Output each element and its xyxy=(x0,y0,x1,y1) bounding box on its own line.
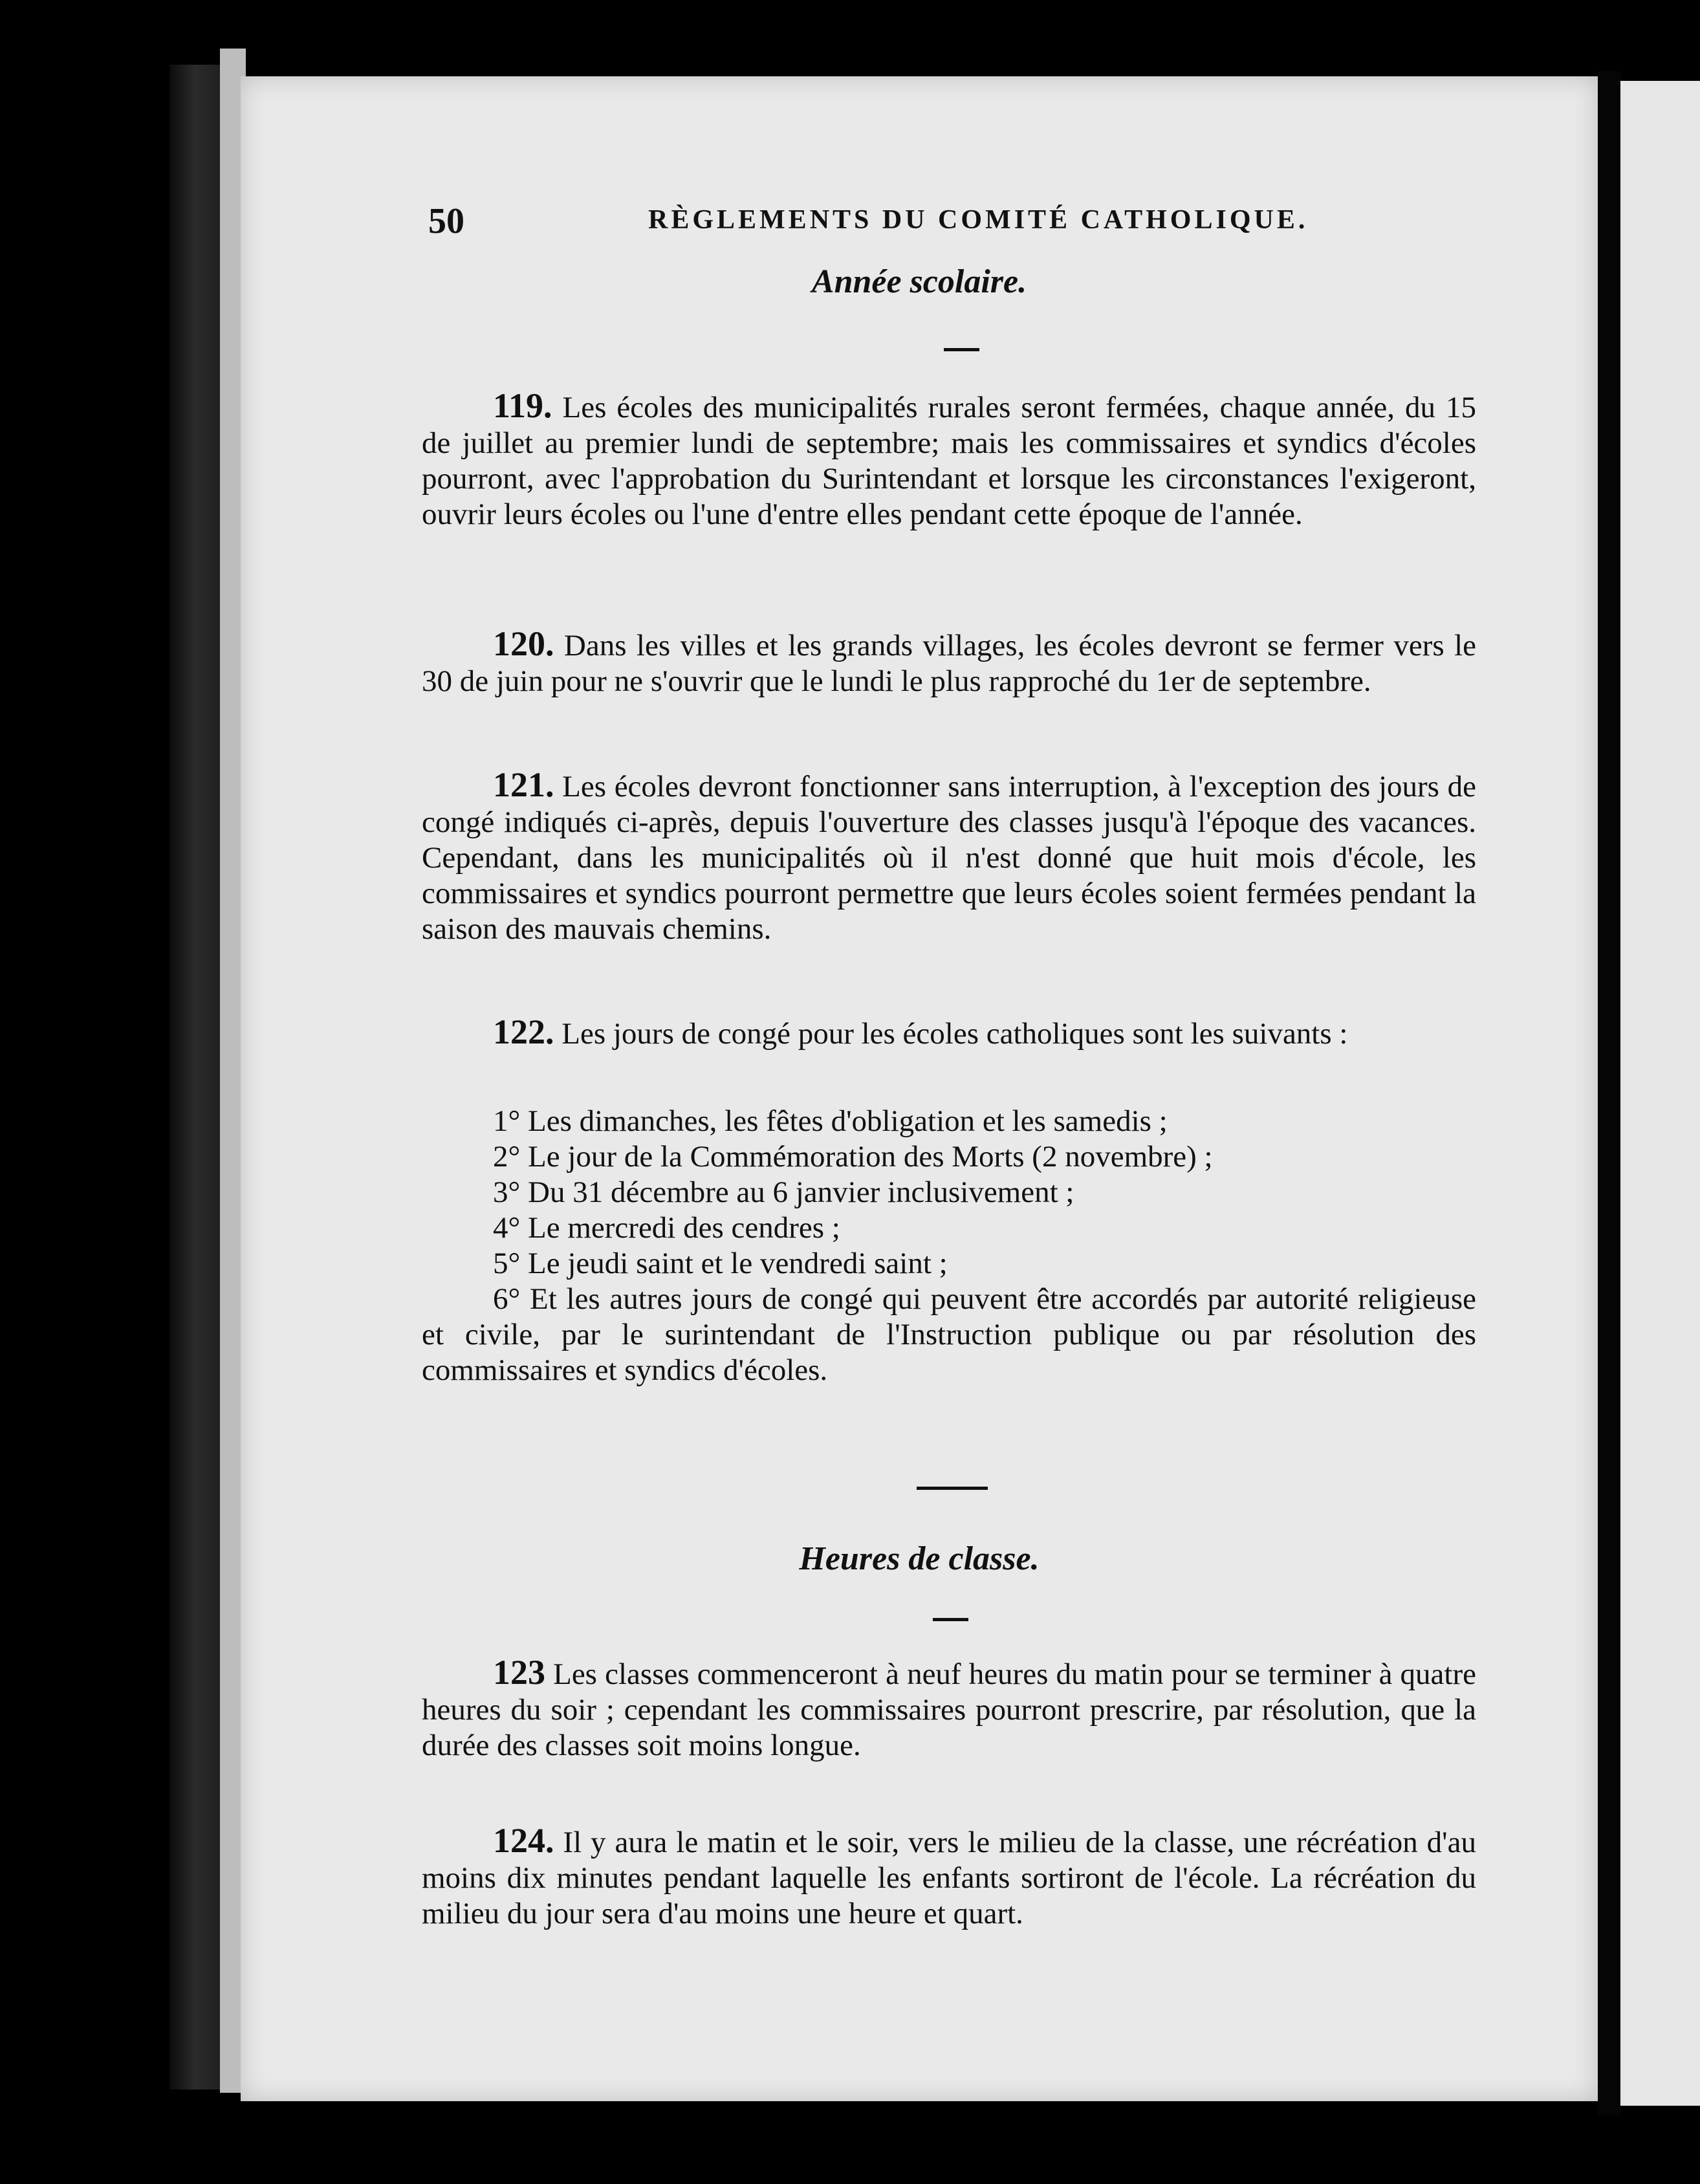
article-124 xyxy=(422,1823,1476,1932)
article-text: Les écoles devront fonctionner sans interruption, à l'exception des jours de congé indiqués ci-après, depuis l'ouverture des classes jusqu'à l'époque des vacances. Cependant, dans les municipalités où il n'est donné que huit mois d'école, les commissaires et syndics pourront permettre que leurs écoles soient fermées pendant la saison des mauvais chemins. xyxy=(422,770,1476,946)
article-123 xyxy=(422,1655,1476,1764)
list-item: 4° Le mercredi des cendres ; xyxy=(493,1211,840,1245)
article-number: 124. xyxy=(493,1821,554,1860)
article-number: 119. xyxy=(493,386,552,425)
section-title-annee-scolaire: Année scolaire. xyxy=(811,263,1027,300)
running-head: RÈGLEMENTS DU COMITÉ CATHOLIQUE. xyxy=(648,205,1309,235)
section-rule xyxy=(917,1487,988,1490)
list-item: 3° Du 31 décembre au 6 janvier inclusivement ; xyxy=(493,1175,1074,1209)
article-number: 120. xyxy=(493,624,554,663)
section-title-heures-de-classe: Heures de classe. xyxy=(799,1540,1040,1577)
page-number: 50 xyxy=(428,201,464,241)
book-page xyxy=(241,76,1598,2101)
article-119 xyxy=(422,388,1476,532)
article-text: Les jours de congé pour les écoles catholiques sont les suivants : xyxy=(554,1017,1348,1051)
article-text: Les écoles des municipalités rurales seront fermées, chaque année, du 15 de juillet au premier lundi de septembre; mais les commissaires et syndics d'écoles pourront, avec l'approbation du Surintendant et lorsque les circonstances l'exigeront, ouvrir leurs écoles ou l'une d'entre elles pendant cette époque de l'année. xyxy=(422,391,1476,531)
holiday-list xyxy=(422,1104,1476,1388)
section-rule xyxy=(933,1618,968,1621)
article-text: Dans les villes et les grands villages, les écoles devront se fermer vers le 30 de juin pour ne s'ouvrir que le lundi le plus rapproché du 1er de septembre. xyxy=(422,629,1476,698)
list-item: 6° Et les autres jours de congé qui peuvent être accordés par autorité religieuse et civile, par le surintendant de l'Instruction publique ou par résolution des commissaires et syndics d'écoles. xyxy=(422,1282,1476,1387)
article-122 xyxy=(422,1014,1476,1052)
article-text: Les classes commenceront à neuf heures du matin pour se terminer à quatre heures du soir ; cependant les commissaires pourront prescrire, par résolution, que la durée des classes soit moins longue. xyxy=(422,1657,1476,1762)
list-item: 5° Le jeudi saint et le vendredi saint ; xyxy=(493,1247,948,1280)
article-number: 122. xyxy=(493,1012,554,1051)
page-gutter xyxy=(1598,71,1621,2115)
article-121 xyxy=(422,767,1476,947)
list-item: 2° Le jour de la Commémoration des Morts (2 novembre) ; xyxy=(493,1140,1213,1174)
article-number: 123 xyxy=(493,1653,545,1692)
article-120 xyxy=(422,626,1476,699)
facing-page xyxy=(1620,81,1700,2106)
list-item: 1° Les dimanches, les fêtes d'obligation et les samedis ; xyxy=(493,1104,1168,1138)
article-text: Il y aura le matin et le soir, vers le milieu de la classe, une récréation d'au moins dix minutes pendant laquelle les enfants sortiront de l'école. La récréation du milieu du jour sera d'au moins une heure et quart. xyxy=(422,1826,1476,1930)
article-number: 121. xyxy=(493,765,554,804)
section-rule xyxy=(944,348,979,351)
